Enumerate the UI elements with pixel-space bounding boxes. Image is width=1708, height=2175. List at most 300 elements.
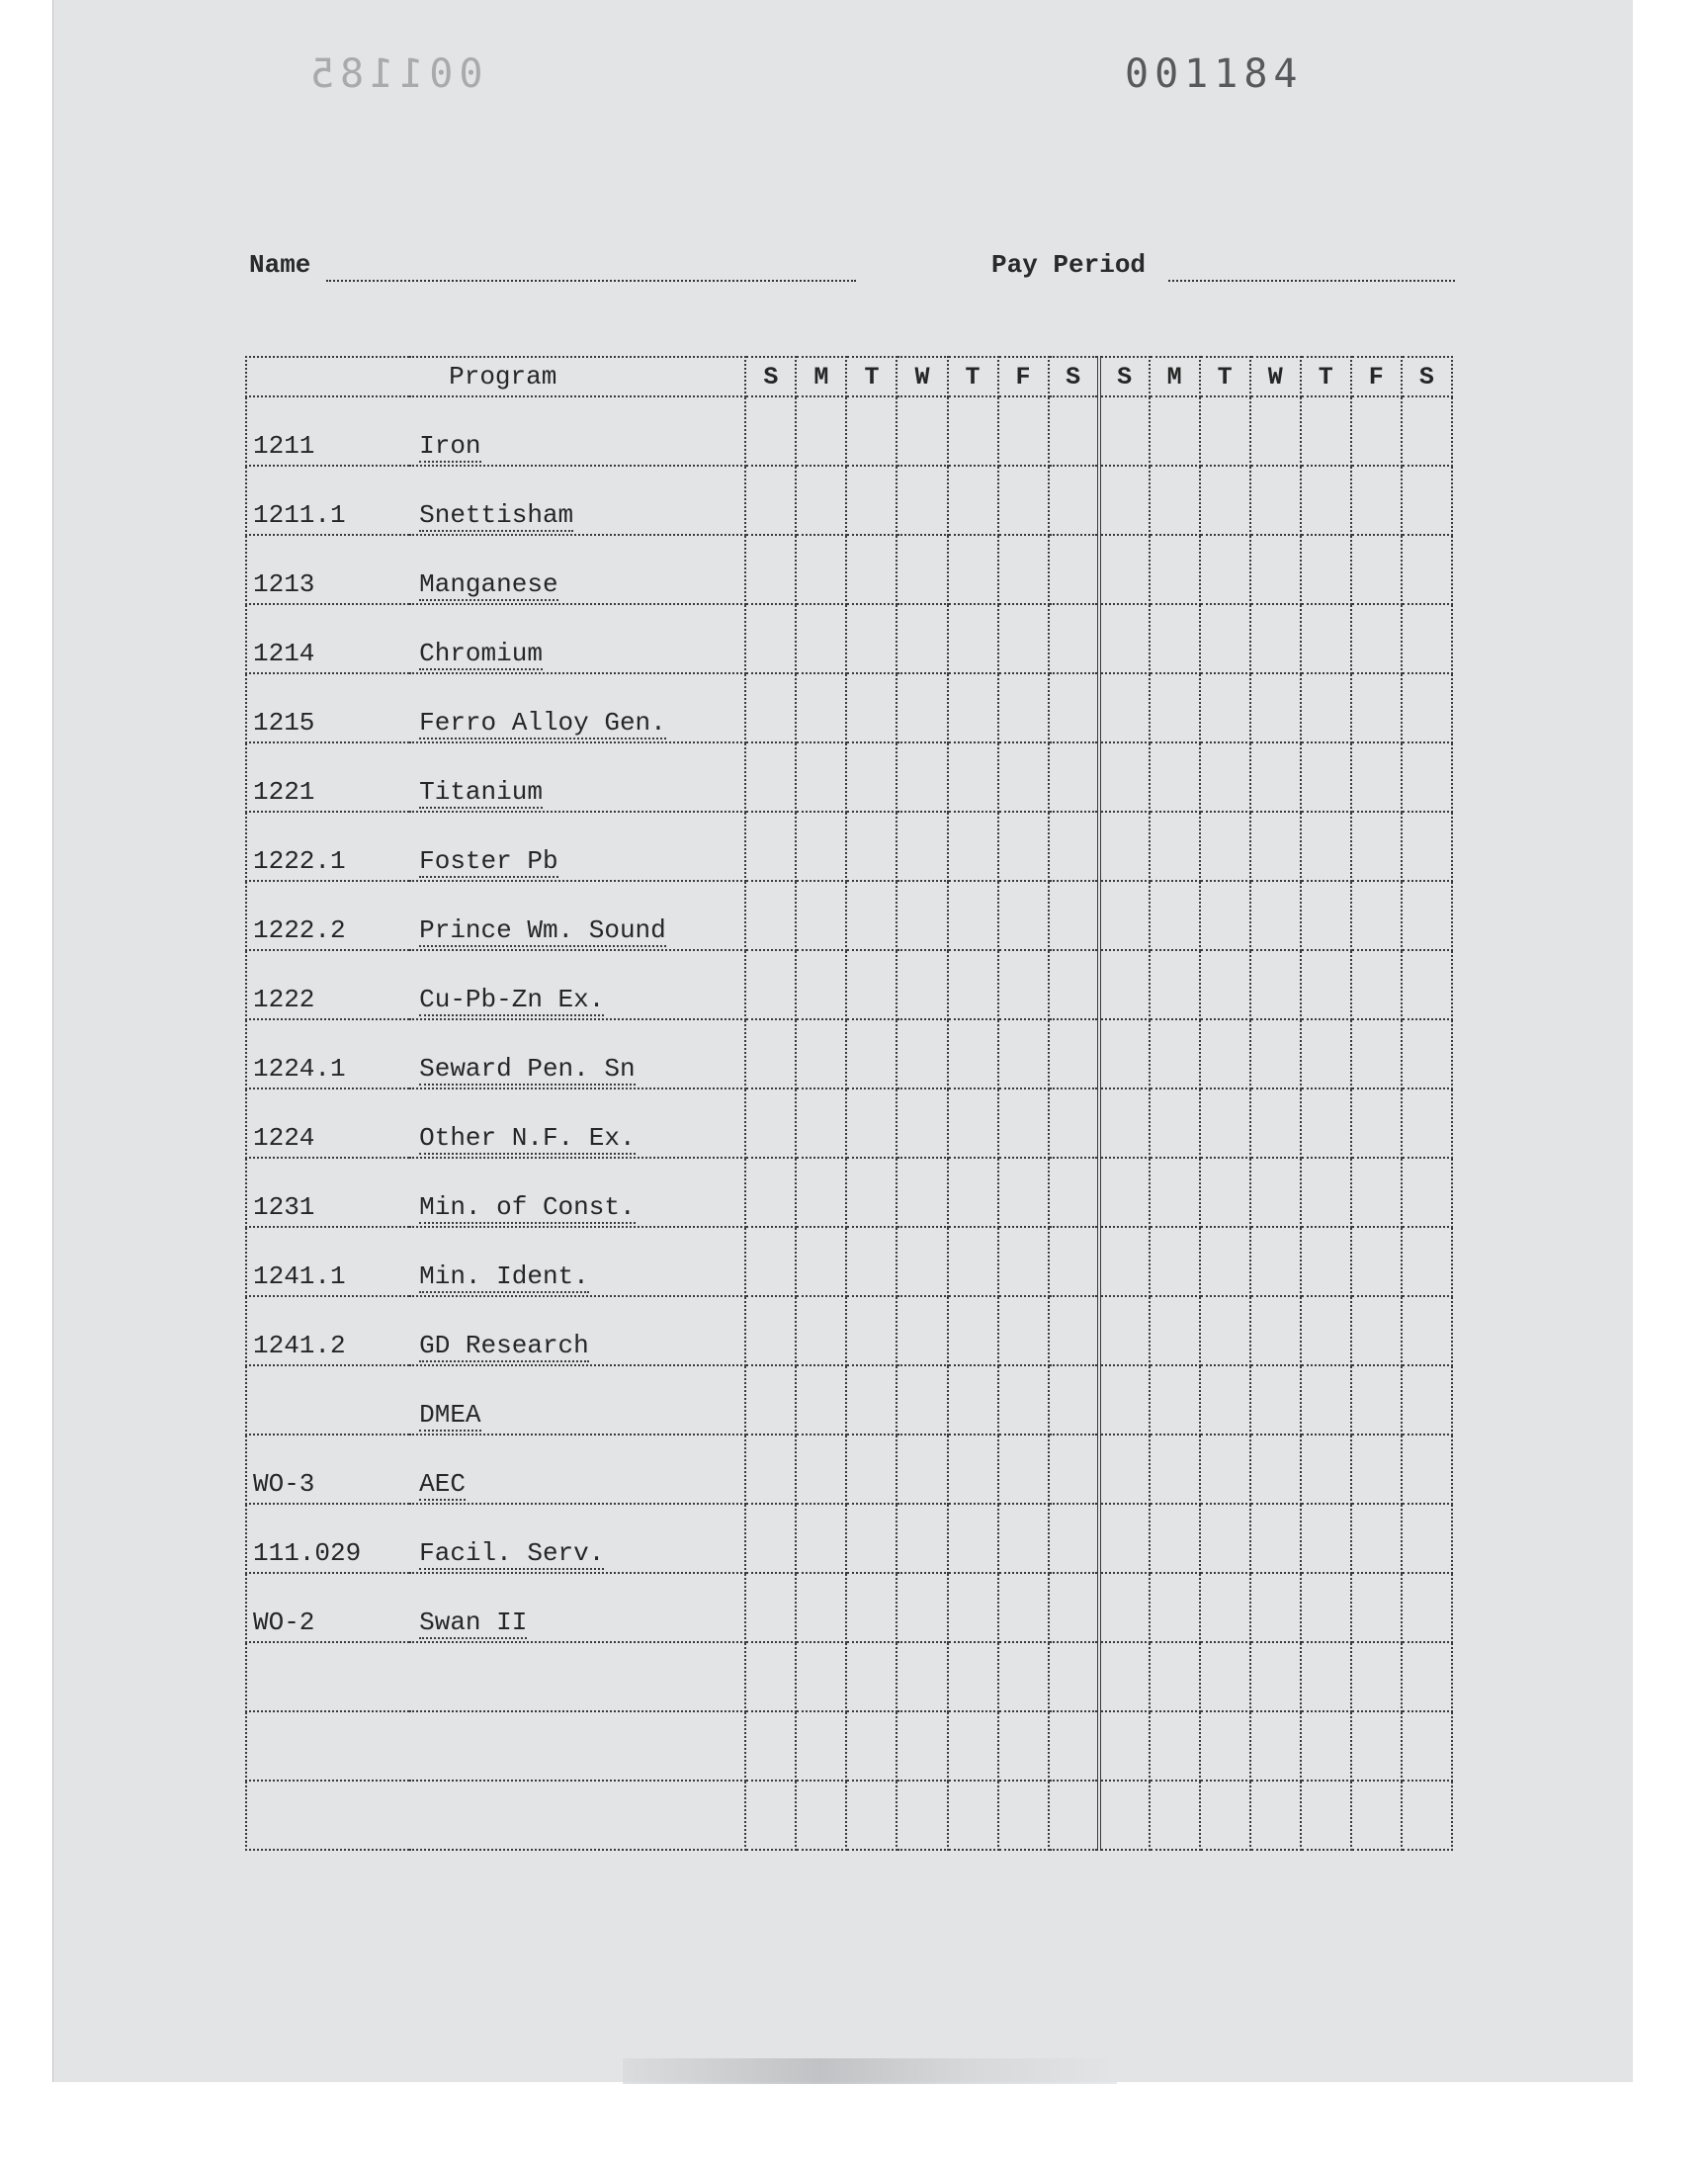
hours-cell[interactable]	[1150, 950, 1200, 1019]
hours-cell[interactable]	[1351, 1642, 1402, 1711]
hours-cell[interactable]	[897, 1711, 947, 1781]
hours-cell[interactable]	[1099, 1504, 1150, 1573]
hours-cell[interactable]	[796, 1781, 846, 1850]
hours-cell[interactable]	[745, 1435, 796, 1504]
hours-cell[interactable]	[897, 812, 947, 881]
hours-cell[interactable]	[897, 604, 947, 673]
hours-cell[interactable]	[1150, 604, 1200, 673]
hours-cell[interactable]	[1301, 466, 1351, 535]
hours-cell[interactable]	[1351, 1711, 1402, 1781]
hours-cell[interactable]	[1150, 673, 1200, 742]
hours-cell[interactable]	[1099, 1573, 1150, 1642]
hours-cell[interactable]	[948, 673, 998, 742]
hours-cell[interactable]	[897, 1088, 947, 1158]
hours-cell[interactable]	[1099, 535, 1150, 604]
hours-cell[interactable]	[846, 673, 897, 742]
hours-cell[interactable]	[1099, 1296, 1150, 1365]
hours-cell[interactable]	[998, 673, 1049, 742]
hours-cell[interactable]	[745, 396, 796, 466]
hours-cell[interactable]	[1301, 1088, 1351, 1158]
hours-cell[interactable]	[1099, 1781, 1150, 1850]
hours-cell[interactable]	[1250, 1019, 1301, 1088]
program-name-cell	[409, 1019, 745, 1088]
hours-cell[interactable]	[1250, 742, 1301, 812]
hours-cell[interactable]	[948, 1088, 998, 1158]
hours-cell[interactable]	[1099, 1158, 1150, 1227]
hours-cell[interactable]	[846, 1781, 897, 1850]
hours-cell[interactable]	[998, 396, 1049, 466]
hours-cell[interactable]	[1150, 1019, 1200, 1088]
hours-cell[interactable]	[1351, 1227, 1402, 1296]
hours-cell[interactable]	[1250, 1088, 1301, 1158]
hours-cell[interactable]	[1402, 1642, 1452, 1711]
hours-cell[interactable]	[897, 1573, 947, 1642]
hours-cell[interactable]	[1402, 881, 1452, 950]
hours-cell[interactable]	[1049, 1435, 1099, 1504]
hours-cell[interactable]	[897, 1158, 947, 1227]
hours-cell[interactable]	[897, 1781, 947, 1850]
hours-cell[interactable]	[897, 1019, 947, 1088]
hours-cell[interactable]	[1200, 1642, 1250, 1711]
hours-cell[interactable]	[1301, 950, 1351, 1019]
hours-cell[interactable]	[1049, 1296, 1099, 1365]
hours-cell[interactable]	[1301, 1296, 1351, 1365]
hours-cell[interactable]	[846, 742, 897, 812]
hours-cell[interactable]	[897, 396, 947, 466]
hours-cell[interactable]	[1250, 1711, 1301, 1781]
hours-cell[interactable]	[1099, 1365, 1150, 1435]
hours-cell[interactable]	[1150, 1088, 1200, 1158]
hours-cell[interactable]	[948, 1365, 998, 1435]
hours-cell[interactable]	[745, 604, 796, 673]
hours-cell[interactable]	[1200, 396, 1250, 466]
hours-cell[interactable]	[948, 1019, 998, 1088]
hours-cell[interactable]	[998, 1365, 1049, 1435]
hours-cell[interactable]	[897, 1296, 947, 1365]
hours-cell[interactable]	[1250, 1781, 1301, 1850]
hours-cell[interactable]	[1250, 673, 1301, 742]
hours-cell[interactable]	[1250, 812, 1301, 881]
hours-cell[interactable]	[1049, 881, 1099, 950]
hours-cell[interactable]	[1301, 1158, 1351, 1227]
hours-cell[interactable]	[796, 812, 846, 881]
hours-cell[interactable]	[745, 812, 796, 881]
hours-cell[interactable]	[796, 604, 846, 673]
hours-cell[interactable]	[1301, 1573, 1351, 1642]
hours-cell[interactable]	[948, 1504, 998, 1573]
hours-cell[interactable]	[1402, 812, 1452, 881]
hours-cell[interactable]	[1049, 604, 1099, 673]
hours-cell[interactable]	[1301, 1504, 1351, 1573]
hours-cell[interactable]	[1351, 535, 1402, 604]
hours-cell[interactable]	[1351, 742, 1402, 812]
hours-cell[interactable]	[846, 535, 897, 604]
hours-cell[interactable]	[998, 1435, 1049, 1504]
hours-cell[interactable]	[1150, 1365, 1200, 1435]
hours-cell[interactable]	[1150, 1504, 1200, 1573]
hours-cell[interactable]	[948, 604, 998, 673]
hours-cell[interactable]	[1250, 1504, 1301, 1573]
hours-cell[interactable]	[1049, 1573, 1099, 1642]
hours-cell[interactable]	[897, 881, 947, 950]
hours-cell[interactable]	[796, 950, 846, 1019]
hours-cell[interactable]	[998, 812, 1049, 881]
hours-cell[interactable]	[846, 1158, 897, 1227]
hours-cell[interactable]	[1200, 1781, 1250, 1850]
hours-cell[interactable]	[1200, 1573, 1250, 1642]
hours-cell[interactable]	[745, 1296, 796, 1365]
hours-cell[interactable]	[1150, 812, 1200, 881]
hours-cell[interactable]	[1150, 1227, 1200, 1296]
hours-cell[interactable]	[1351, 1504, 1402, 1573]
hours-cell[interactable]	[1351, 1781, 1402, 1850]
hours-cell[interactable]	[998, 950, 1049, 1019]
hours-cell[interactable]	[1099, 950, 1150, 1019]
hours-cell[interactable]	[1200, 881, 1250, 950]
hours-cell[interactable]	[1250, 396, 1301, 466]
hours-cell[interactable]	[745, 1573, 796, 1642]
hours-cell[interactable]	[1049, 1642, 1099, 1711]
hours-cell[interactable]	[846, 396, 897, 466]
hours-cell[interactable]	[1402, 1781, 1452, 1850]
hours-cell[interactable]	[1150, 396, 1200, 466]
hours-cell[interactable]	[1200, 1158, 1250, 1227]
hours-cell[interactable]	[948, 1227, 998, 1296]
hours-cell[interactable]	[846, 1296, 897, 1365]
program-name-cell	[409, 1573, 745, 1642]
hours-cell[interactable]	[948, 881, 998, 950]
hours-cell[interactable]	[796, 673, 846, 742]
hours-cell[interactable]	[745, 950, 796, 1019]
hours-cell[interactable]	[1351, 881, 1402, 950]
hours-cell[interactable]	[1351, 1296, 1402, 1365]
name-field[interactable]	[326, 280, 856, 282]
hours-cell[interactable]	[1250, 1296, 1301, 1365]
hours-cell[interactable]	[745, 535, 796, 604]
hours-cell[interactable]	[1200, 1227, 1250, 1296]
hours-cell[interactable]	[1150, 466, 1200, 535]
hours-cell[interactable]	[1099, 881, 1150, 950]
hours-cell[interactable]	[1049, 1019, 1099, 1088]
hours-cell[interactable]	[948, 1781, 998, 1850]
hours-cell[interactable]	[846, 1088, 897, 1158]
hours-cell[interactable]	[1402, 535, 1452, 604]
program-name: Titanium	[419, 777, 543, 807]
hours-cell[interactable]	[1099, 673, 1150, 742]
hours-cell[interactable]	[1049, 1365, 1099, 1435]
hours-cell[interactable]	[1150, 1711, 1200, 1781]
hours-cell[interactable]	[1200, 673, 1250, 742]
hours-cell[interactable]	[1402, 1088, 1452, 1158]
hours-cell[interactable]	[1301, 1365, 1351, 1435]
hours-cell[interactable]	[1150, 1642, 1200, 1711]
hours-cell[interactable]	[1200, 1088, 1250, 1158]
hours-cell[interactable]	[1099, 396, 1150, 466]
hours-cell[interactable]	[1402, 950, 1452, 1019]
hours-cell[interactable]	[796, 1711, 846, 1781]
hours-cell[interactable]	[1250, 1227, 1301, 1296]
hours-cell[interactable]	[1200, 1365, 1250, 1435]
hours-cell[interactable]	[948, 466, 998, 535]
hours-cell[interactable]	[796, 1296, 846, 1365]
hours-cell[interactable]	[1301, 742, 1351, 812]
hours-cell[interactable]	[948, 742, 998, 812]
hours-cell[interactable]	[796, 1573, 846, 1642]
hours-cell[interactable]	[1099, 1711, 1150, 1781]
hours-cell[interactable]	[1200, 1296, 1250, 1365]
hours-cell[interactable]	[998, 1227, 1049, 1296]
hours-cell[interactable]	[1150, 1296, 1200, 1365]
hours-cell[interactable]	[1301, 1227, 1351, 1296]
hours-cell[interactable]	[897, 742, 947, 812]
hours-cell[interactable]	[1402, 1365, 1452, 1435]
hours-cell[interactable]	[1402, 1019, 1452, 1088]
hours-cell[interactable]	[1351, 673, 1402, 742]
hours-cell[interactable]	[796, 535, 846, 604]
hours-cell[interactable]	[1250, 535, 1301, 604]
hours-cell[interactable]	[897, 1227, 947, 1296]
hours-cell[interactable]	[846, 1019, 897, 1088]
hours-cell[interactable]	[1099, 1642, 1150, 1711]
hours-cell[interactable]	[1099, 1088, 1150, 1158]
hours-cell[interactable]	[796, 1435, 846, 1504]
hours-cell[interactable]	[796, 1365, 846, 1435]
hours-cell[interactable]	[745, 466, 796, 535]
hours-cell[interactable]	[1049, 1781, 1099, 1850]
hours-cell[interactable]	[1301, 535, 1351, 604]
hours-cell[interactable]	[897, 950, 947, 1019]
hours-cell[interactable]	[1351, 1435, 1402, 1504]
hours-cell[interactable]	[1351, 1365, 1402, 1435]
hours-cell[interactable]	[745, 742, 796, 812]
hours-cell[interactable]	[1200, 604, 1250, 673]
hours-cell[interactable]	[846, 1365, 897, 1435]
hours-cell[interactable]	[1301, 1435, 1351, 1504]
hours-cell[interactable]	[1099, 1227, 1150, 1296]
hours-cell[interactable]	[1301, 396, 1351, 466]
hours-cell[interactable]	[948, 1573, 998, 1642]
hours-cell[interactable]	[897, 466, 947, 535]
hours-cell[interactable]	[1099, 1019, 1150, 1088]
pay-period-field[interactable]	[1168, 280, 1455, 282]
hours-cell[interactable]	[1402, 742, 1452, 812]
hours-cell[interactable]	[948, 1158, 998, 1227]
hours-cell[interactable]	[897, 673, 947, 742]
hours-cell[interactable]	[948, 950, 998, 1019]
hours-cell[interactable]	[1200, 1019, 1250, 1088]
hours-cell[interactable]	[998, 1711, 1049, 1781]
hours-cell[interactable]	[998, 1504, 1049, 1573]
hours-cell[interactable]	[1351, 1088, 1402, 1158]
hours-cell[interactable]	[1049, 1158, 1099, 1227]
hours-cell[interactable]	[998, 466, 1049, 535]
hours-cell[interactable]	[796, 1088, 846, 1158]
hours-cell[interactable]	[1049, 466, 1099, 535]
hours-cell[interactable]	[745, 1781, 796, 1850]
hours-cell[interactable]	[897, 1365, 947, 1435]
hours-cell[interactable]	[998, 1642, 1049, 1711]
hours-cell[interactable]	[1200, 466, 1250, 535]
hours-cell[interactable]	[1049, 1711, 1099, 1781]
hours-cell[interactable]	[1099, 604, 1150, 673]
hours-cell[interactable]	[1150, 1781, 1200, 1850]
hours-cell[interactable]	[1351, 950, 1402, 1019]
hours-cell[interactable]	[1049, 812, 1099, 881]
hours-cell[interactable]	[998, 881, 1049, 950]
hours-cell[interactable]	[1049, 535, 1099, 604]
hours-cell[interactable]	[1250, 1365, 1301, 1435]
hours-cell[interactable]	[1301, 1019, 1351, 1088]
hours-cell[interactable]	[897, 1642, 947, 1711]
hours-cell[interactable]	[1150, 881, 1200, 950]
hours-cell[interactable]	[1301, 1642, 1351, 1711]
hours-cell[interactable]	[846, 812, 897, 881]
hours-cell[interactable]	[1250, 950, 1301, 1019]
hours-cell[interactable]	[1049, 950, 1099, 1019]
hours-cell[interactable]	[796, 1642, 846, 1711]
hours-cell[interactable]	[1250, 1642, 1301, 1711]
hours-cell[interactable]	[1250, 1435, 1301, 1504]
hours-cell[interactable]	[1150, 1573, 1200, 1642]
hours-cell[interactable]	[1150, 535, 1200, 604]
hours-cell[interactable]	[998, 1296, 1049, 1365]
hours-cell[interactable]	[745, 673, 796, 742]
hours-cell[interactable]	[948, 812, 998, 881]
program-name: Seward Pen. Sn	[419, 1054, 636, 1084]
hours-cell[interactable]	[1250, 466, 1301, 535]
hours-cell[interactable]	[1049, 1504, 1099, 1573]
hours-cell[interactable]	[1150, 1435, 1200, 1504]
hours-cell[interactable]	[1049, 1088, 1099, 1158]
hours-cell[interactable]	[1402, 604, 1452, 673]
hours-cell[interactable]	[1150, 1158, 1200, 1227]
hours-cell[interactable]	[1049, 1227, 1099, 1296]
hours-cell[interactable]	[846, 881, 897, 950]
hours-cell[interactable]	[846, 466, 897, 535]
hours-cell[interactable]	[745, 1158, 796, 1227]
hours-cell[interactable]	[1402, 1158, 1452, 1227]
hours-cell[interactable]	[1250, 1158, 1301, 1227]
hours-cell[interactable]	[998, 604, 1049, 673]
hours-cell[interactable]	[745, 1227, 796, 1296]
hours-cell[interactable]	[1099, 812, 1150, 881]
hours-cell[interactable]	[1402, 1227, 1452, 1296]
hours-cell[interactable]	[948, 396, 998, 466]
hours-cell[interactable]	[1150, 742, 1200, 812]
hours-cell[interactable]	[796, 742, 846, 812]
hours-cell[interactable]	[846, 604, 897, 673]
hours-cell[interactable]	[745, 1088, 796, 1158]
hours-cell[interactable]	[1301, 673, 1351, 742]
hours-cell[interactable]	[846, 1504, 897, 1573]
hours-cell[interactable]	[948, 1296, 998, 1365]
hours-cell[interactable]	[1402, 396, 1452, 466]
hours-cell[interactable]	[948, 1711, 998, 1781]
hours-cell[interactable]	[1250, 604, 1301, 673]
hours-cell[interactable]	[1200, 1504, 1250, 1573]
hours-cell[interactable]	[1099, 1435, 1150, 1504]
hours-cell[interactable]	[796, 1227, 846, 1296]
hours-cell[interactable]	[745, 1365, 796, 1435]
hours-cell[interactable]	[1301, 1711, 1351, 1781]
hours-cell[interactable]	[998, 1158, 1049, 1227]
hours-cell[interactable]	[1351, 812, 1402, 881]
hours-cell[interactable]	[1301, 604, 1351, 673]
hours-cell[interactable]	[1351, 1019, 1402, 1088]
hours-cell[interactable]	[1200, 950, 1250, 1019]
hours-cell[interactable]	[998, 1019, 1049, 1088]
hours-cell[interactable]	[745, 881, 796, 950]
hours-cell[interactable]	[745, 1711, 796, 1781]
hours-cell[interactable]	[796, 466, 846, 535]
hours-cell[interactable]	[1402, 673, 1452, 742]
hours-cell[interactable]	[1402, 1573, 1452, 1642]
hours-cell[interactable]	[846, 1711, 897, 1781]
hours-cell[interactable]	[998, 535, 1049, 604]
hours-cell[interactable]	[1351, 1573, 1402, 1642]
hours-cell[interactable]	[948, 535, 998, 604]
hours-cell[interactable]	[1250, 1573, 1301, 1642]
hours-cell[interactable]	[1351, 466, 1402, 535]
hours-cell[interactable]	[1351, 396, 1402, 466]
hours-cell[interactable]	[796, 1019, 846, 1088]
hours-cell[interactable]	[1250, 881, 1301, 950]
hours-cell[interactable]	[998, 1781, 1049, 1850]
hours-cell[interactable]	[998, 742, 1049, 812]
hours-cell[interactable]	[846, 1573, 897, 1642]
hours-cell[interactable]	[745, 1642, 796, 1711]
hours-cell[interactable]	[1301, 812, 1351, 881]
hours-cell[interactable]	[948, 1642, 998, 1711]
hours-cell[interactable]	[1049, 396, 1099, 466]
hours-cell[interactable]	[846, 1227, 897, 1296]
hours-cell[interactable]	[1200, 812, 1250, 881]
hours-cell[interactable]	[897, 535, 947, 604]
hours-cell[interactable]	[1301, 881, 1351, 950]
hours-cell[interactable]	[897, 1504, 947, 1573]
hours-cell[interactable]	[1049, 742, 1099, 812]
hours-cell[interactable]	[1200, 742, 1250, 812]
hours-cell[interactable]	[1402, 1296, 1452, 1365]
hours-cell[interactable]	[998, 1088, 1049, 1158]
hours-cell[interactable]	[897, 1435, 947, 1504]
hours-cell[interactable]	[846, 950, 897, 1019]
hours-cell[interactable]	[846, 1435, 897, 1504]
hours-cell[interactable]	[1099, 742, 1150, 812]
hours-cell[interactable]	[1402, 1435, 1452, 1504]
hours-cell[interactable]	[1402, 1504, 1452, 1573]
hours-cell[interactable]	[1351, 1158, 1402, 1227]
hours-cell[interactable]	[1402, 466, 1452, 535]
hours-cell[interactable]	[948, 1435, 998, 1504]
hours-cell[interactable]	[1200, 1711, 1250, 1781]
hours-cell[interactable]	[796, 396, 846, 466]
hours-cell[interactable]	[1049, 673, 1099, 742]
hours-cell[interactable]	[1200, 1435, 1250, 1504]
hours-cell[interactable]	[796, 1158, 846, 1227]
hours-cell[interactable]	[1301, 1781, 1351, 1850]
hours-cell[interactable]	[1200, 535, 1250, 604]
hours-cell[interactable]	[1099, 466, 1150, 535]
hours-cell[interactable]	[745, 1019, 796, 1088]
hours-cell[interactable]	[1402, 1711, 1452, 1781]
hours-cell[interactable]	[846, 1642, 897, 1711]
hours-cell[interactable]	[998, 1573, 1049, 1642]
hours-cell[interactable]	[796, 1504, 846, 1573]
hours-cell[interactable]	[1351, 604, 1402, 673]
hours-cell[interactable]	[745, 1504, 796, 1573]
hours-cell[interactable]	[796, 881, 846, 950]
